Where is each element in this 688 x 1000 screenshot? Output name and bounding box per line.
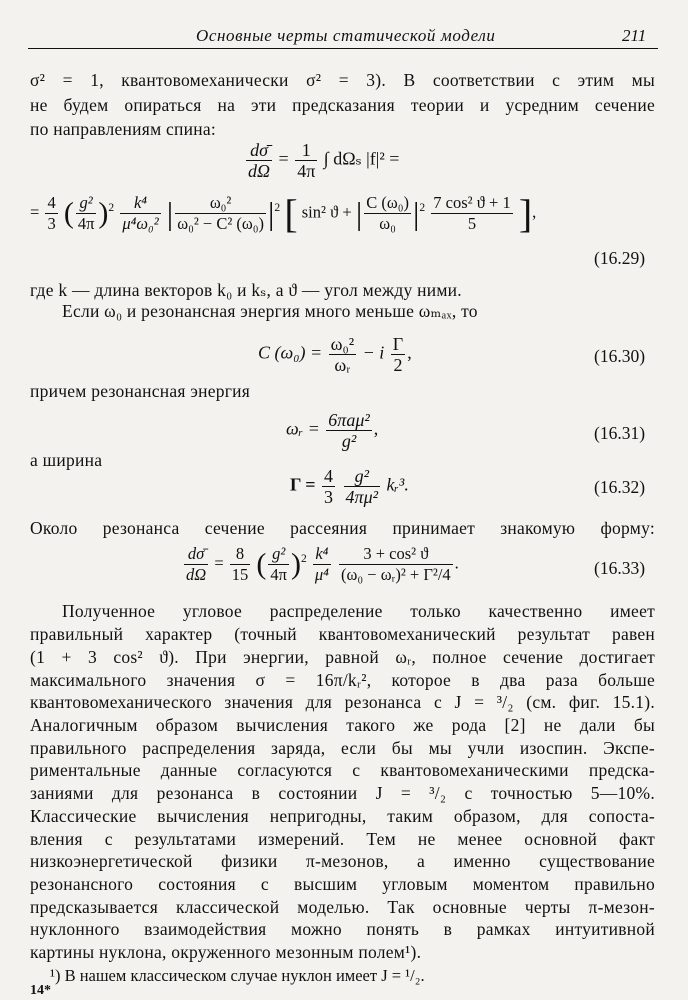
fraction: $\frac{1}{4\pi}$: [297, 140, 316, 181]
equation-number: (16.31): [594, 423, 646, 443]
text-line: картины нуклона, окруженного мезонным полем¹).: [30, 942, 422, 962]
text-line: (1 + 3 cos² ϑ). При энергии, равной ωᵣ, полное сечение достигает: [30, 647, 655, 667]
text-line: резонансного состояния с высшим угловым моментом правильно: [30, 874, 655, 894]
text-line: правильный характер (точный квантовомеханический результат равен: [30, 624, 655, 644]
equation-number: (16.30): [594, 346, 646, 366]
equation-16-31: ωᵣ = $\frac{\text{6πaμ²}}{\text{g²}}$ ,: [286, 410, 379, 451]
equation-number: (16.33): [594, 558, 646, 578]
text-line: Классические вычисления непригодны, таким образом, для сопоста-: [30, 806, 655, 826]
text-line: правильного распределения заряда, если бы мы учли изоспин. Экспе-: [30, 738, 655, 758]
text-line: не будем опираться на эти предсказания теории и усредним сечение: [30, 95, 655, 115]
text-line: квантовомеханического значения для резонанса с J = ³/₂ (см. фиг. 15.1).: [30, 692, 655, 712]
equation-number: (16.29): [594, 248, 646, 268]
text-line: Около резонанса сечение рассеяния принимает знакомую форму:: [30, 518, 655, 538]
text-line: причем резонансная энергия: [30, 381, 251, 401]
text-line: Если ω₀ и резонансная энергия много меньше ωₘₐₓ, то: [62, 301, 478, 321]
text-line: Аналогичным образом вычисления такого же рода [2] не дали бы: [30, 715, 655, 735]
text-line: σ² = 1, квантовомеханически σ² = 3). В соответствии с этим мы: [30, 70, 655, 90]
text-line: максимального значения σ = 16π/kᵣ², которое в два раза больше: [30, 670, 655, 690]
equation-16-29-line2: = $\frac{4}{3}$ ( $\frac{\text{g²}}{4\pi}$ )$^2$ $\frac{\text{k⁴}}{\text{μ⁴ω₀²}}$ | $\frac{\text{ω₀²}}{\text{ω₀² − C² (ω₀)}}$ $|^2$ [ sin² ϑ + | $\frac{\text{C (ω₀)}}{\text{ω₀}}$ $|^2$ $\frac{\text{7 cos² ϑ + 1}}{5}$ ],: [30, 191, 537, 236]
running-header-title: Основные черты статической модели: [196, 26, 496, 45]
equation-16-30: C (ω₀) = $\frac{\text{ω₀²}}{\text{ωᵣ}}$ − i $\frac{\Gamma}{2}$ ,: [258, 334, 412, 375]
text-line: низкоэнергетической физики π-мезонов, а именно существование: [30, 851, 655, 871]
text-line: риментальные данные согласуются с квантовомеханическими предска-: [30, 760, 655, 780]
text-line: нуклонного взаимодействия можно понять в рамках интуитивной: [30, 919, 655, 939]
text-line: предсказывается классической моделью. Так основные черты π-мезон-: [30, 897, 655, 917]
equation-16-33: $\frac{d\sigmā}{d\Omega}$ = $\frac{8}{15}$ ( $\frac{\text{g²}}{4\pi}$ )$^2$ $\frac{\text{k⁴}}{\text{μ⁴}}$ $\frac{\text{3 + cos² ϑ}}{\text{(ω₀ − ωᵣ)² + Γ²/4}}$ .: [186, 544, 459, 584]
signature-mark: 14*: [30, 983, 51, 998]
text-line: вления с результатами измерений. Тем не менее основной факт: [30, 829, 655, 849]
text-line: заниями для резонанса в состоянии J = ³/₂ с точностью 5—10%.: [30, 783, 655, 803]
equation-16-29-line1: $\frac{d\sigmā}{d\Omega}$ = $\frac{1}{4\pi}$ ∫ dΩₛ |f|² =: [248, 140, 400, 181]
fraction: $\frac{d\sigmā}{d\Omega}$: [248, 140, 271, 181]
header-rule: [28, 48, 658, 49]
text-line: а ширина: [30, 450, 103, 470]
page-number: 211: [622, 26, 647, 45]
footnote: ¹) В нашем классическом случае нуклон имеет J = ¹/₂.: [50, 966, 425, 985]
equation-16-32: Γ = $\frac{4}{3}$ $\frac{\text{g²}}{\text{4πμ²}}$ kᵣ³.: [290, 466, 409, 507]
text-line: по направлениям спина:: [30, 119, 217, 139]
text-line: где k — длина векторов k₀ и kₛ, а ϑ — угол между ними.: [30, 280, 462, 300]
text-line: Полученное угловое распределение только качественно имеет: [62, 601, 655, 621]
equation-number: (16.32): [594, 477, 646, 497]
